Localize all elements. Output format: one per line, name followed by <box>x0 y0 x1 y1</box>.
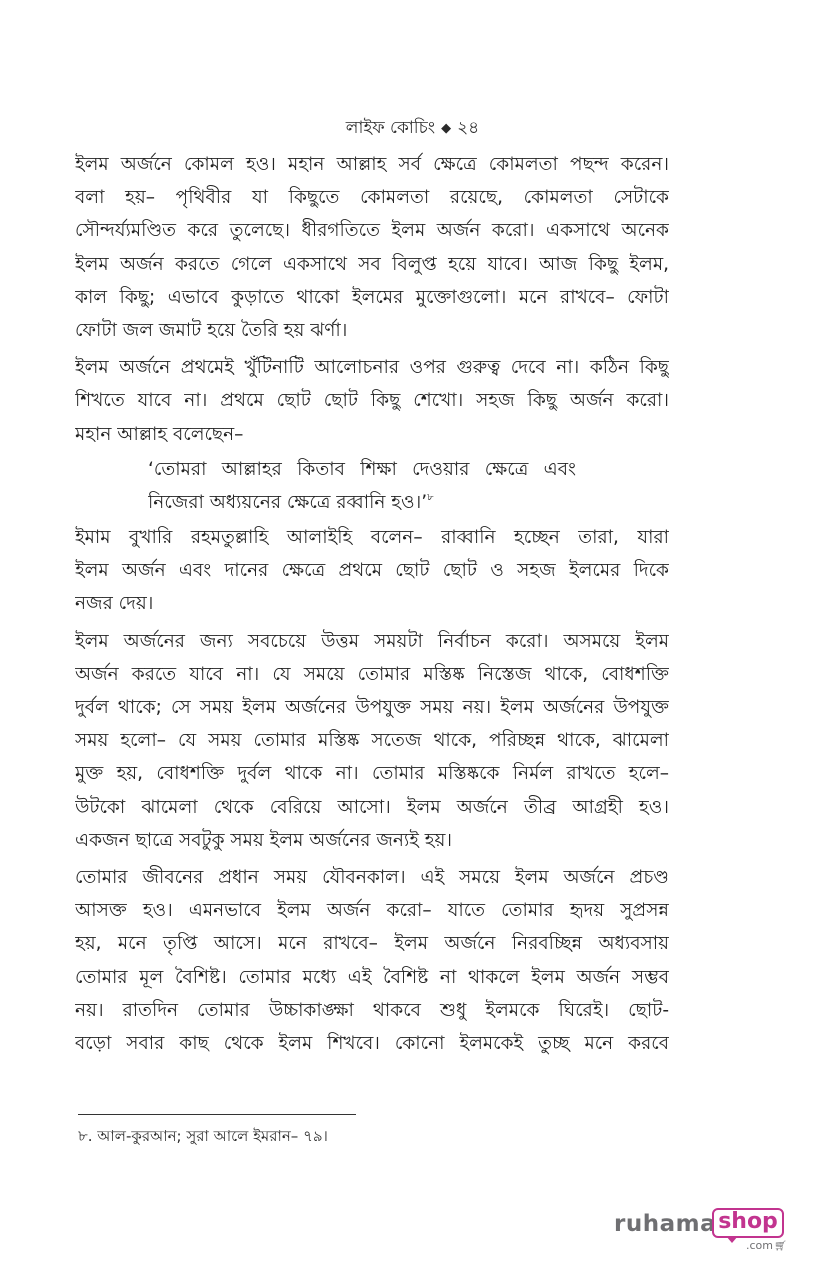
text-line: ইলম অর্জন করতে গেলে একসাথে সব বিলুপ্ত হয়ে যাবে। আজ কিছু ইলম, <box>75 253 669 275</box>
text-line: ইলম অর্জনে কোমল হও। মহান আল্লাহ সর্ব ক্ষেত্রে কোমলতা পছন্দ করেন। <box>75 154 669 175</box>
text-line: কাল কিছু; এভাবে কুড়াতে থাকো ইলমের মুক্তোগুলো। মনে রাখবে– ফোটা <box>75 286 669 308</box>
paragraph <box>75 861 669 1060</box>
text-line: মহান আল্লাহ বলেছেন– <box>75 423 244 445</box>
text-line: ফোটা জল জমাট হয়ে তৈরি হয় ঝর্ণা। <box>75 319 348 341</box>
paragraph <box>75 148 669 347</box>
paragraph <box>75 625 669 857</box>
ruhamashop-watermark-logo <box>614 1205 804 1265</box>
text-line: শিখতে যাবে না। প্রথমে ছোট ছোট কিছু শেখো। সহজ কিছু অর্জন করো। <box>75 390 669 412</box>
text-line: আসক্ত হও। এমনভাবে ইলম অর্জন করো– যাতে তোমার হৃদয় সুপ্রসন্ন <box>75 900 669 922</box>
text-line: ইলম অর্জন এবং দানের ক্ষেত্রে প্রথমে ছোট ছোট ও সহজ ইলমের দিকে <box>75 560 669 582</box>
text-line: সময় হলো– যে সময় তোমার মস্তিষ্ক সতেজ থাকে, পরিচ্ছন্ন থাকে, ঝামেলা <box>75 730 669 752</box>
logo-speech-bubble <box>712 1208 784 1238</box>
text-line: ইলম অর্জনে প্রথমেই খুঁটিনাটি আলোচনার ওপর গুরুত্ব দেবে না। কঠিন কিছু <box>75 357 669 379</box>
text-line: তোমার মূল বৈশিষ্ট। তোমার মধ্যে এই বৈশিষ্ট না থাকলে ইলম অর্জন সম্ভব <box>75 966 669 988</box>
diamond-icon: ◆ <box>441 121 452 136</box>
text-line: উটকো ঝামেলা থেকে বেরিয়ে আসো। ইলম অর্জনে তীব্র আগ্রহী হও। <box>75 796 669 818</box>
logo-domain-text: .com <box>746 1239 773 1252</box>
logo-shop-text: shop <box>718 1209 778 1234</box>
paragraph <box>75 521 669 621</box>
book-title: লাইফ কোচিং <box>345 118 436 138</box>
text-line: ইমাম বুখারি রহমতুল্লাহি আলাইহি বলেন– রাব্বানি হচ্ছেন তারা, যারা <box>75 527 669 549</box>
block-quote <box>75 453 669 519</box>
body-text <box>75 148 669 1060</box>
footnote: ৮. আল-কুরআন; সুরা আলে ইমরান– ৭৯। <box>78 1127 328 1145</box>
text-line: একজন ছাত্রে সবটুকু সময় ইলম অর্জনের জন্যই হয়। <box>75 829 453 851</box>
text-line: বড়ো সবার কাছ থেকে ইলম শিখবে। কোনো ইলমকেই তুচ্ছ মনে করবে <box>75 1032 669 1054</box>
text-line: তোমার জীবনের প্রধান সময় যৌবনকাল। এই সময়ে ইলম অর্জনে প্রচণ্ড <box>75 866 669 888</box>
logo-brand-text: ruhama <box>614 1211 717 1237</box>
footnote-divider <box>78 1114 356 1115</box>
text-line: ইলম অর্জনের জন্য সবচেয়ে উত্তম সময়টা নির্বাচন করো। অসময়ে ইলম <box>75 630 669 652</box>
logo-domain <box>746 1239 787 1252</box>
page-number: ২৪ <box>457 118 480 138</box>
paragraph <box>75 351 669 451</box>
speech-bubble-tail <box>726 1236 738 1243</box>
text-line: হয়, মনে তৃপ্তি আসে। মনে রাখবে– ইলম অর্জনে নিরবচ্ছিন্ন অধ্যবসায় <box>75 933 669 955</box>
footnote-reference[interactable]: ৮ <box>427 491 434 503</box>
text-line: নয়। রাতদিন তোমার উচ্চাকাঙ্ক্ষা থাকবে শুধু ইলমকে ঘিরেই। ছোট- <box>75 999 669 1021</box>
quote-line <box>148 486 669 519</box>
text-line: সৌন্দর্য্যমণ্ডিত করে তুলেছে। ধীরগতিতে ইলম অর্জন করো। একসাথে অনেক <box>75 220 669 242</box>
text-line: দুর্বল থাকে; সে সময় ইলম অর্জনের উপযুক্ত সময় নয়। ইলম অর্জনের উপযুক্ত <box>75 697 669 718</box>
text-line: অর্জন করতে যাবে না। যে সময়ে তোমার মস্তিষ্ক নিস্তেজ থাকে, বোধশক্তি <box>75 663 669 685</box>
shopping-cart-icon: 🛒︎ <box>774 1241 787 1252</box>
quote-line: ‘তোমরা আল্লাহর কিতাব শিক্ষা দেওয়ার ক্ষেত্রে এবং <box>148 458 576 480</box>
running-header <box>0 116 825 141</box>
text-line: বলা হয়– পৃথিবীর যা কিছুতে কোমলতা রয়েছে, কোমলতা সেটাকে <box>75 187 669 209</box>
quote-text: নিজেরা অধ্যয়নের ক্ষেত্রে রব্বানি হও।’ <box>148 491 428 513</box>
text-line: নজর দেয়। <box>75 593 154 615</box>
text-line: মুক্ত হয়, বোধশক্তি দুর্বল থাকে না। তোমার মস্তিষ্ককে নির্মল রাখতে হলে– <box>75 763 669 785</box>
